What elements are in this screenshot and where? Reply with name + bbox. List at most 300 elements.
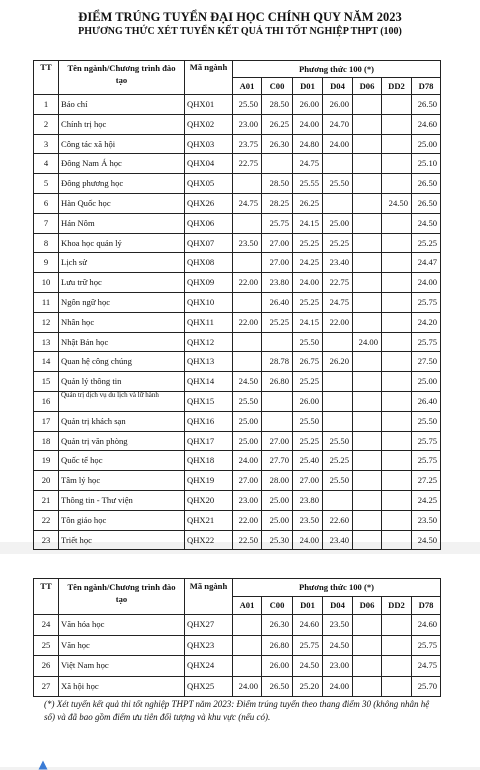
score-cell: 26.50: [412, 95, 441, 115]
score-cell: 23.75: [233, 134, 262, 154]
score-cell: 25.00: [233, 411, 262, 431]
program-code: QHX22: [185, 530, 233, 550]
score-cell: 27.00: [293, 471, 323, 491]
program-code: QHX10: [185, 292, 233, 312]
score-cell: 26.00: [262, 656, 293, 677]
score-cell: [233, 292, 262, 312]
score-cell: [382, 372, 412, 392]
score-cell: [353, 530, 382, 550]
score-cell: 24.50: [233, 372, 262, 392]
table-row: [34, 193, 441, 213]
score-cell: [382, 391, 412, 411]
score-cell: 26.00: [293, 95, 323, 115]
score-cell: 25.20: [293, 676, 323, 697]
row-number: 9: [34, 253, 59, 273]
header-program-name: Tên ngành/Chương trình đào tạo: [59, 61, 185, 95]
score-cell: 26.50: [262, 676, 293, 697]
score-cell: 23.00: [323, 656, 353, 677]
table-row: [34, 174, 441, 194]
header-group: D06: [353, 78, 382, 95]
score-cell: 28.00: [262, 471, 293, 491]
score-cell: [353, 233, 382, 253]
score-cell: 24.50: [412, 530, 441, 550]
score-cell: [353, 193, 382, 213]
header-group: D01: [293, 78, 323, 95]
score-cell: 27.00: [262, 431, 293, 451]
score-cell: [382, 154, 412, 174]
score-cell: [323, 154, 353, 174]
score-cell: 23.80: [262, 273, 293, 293]
program-name: Chính trị học: [59, 114, 185, 134]
score-cell: 24.00: [293, 530, 323, 550]
score-cell: 26.00: [293, 391, 323, 411]
score-cell: [382, 411, 412, 431]
header-tt: TT: [34, 579, 59, 615]
score-cell: [382, 615, 412, 636]
program-code: QHX08: [185, 253, 233, 273]
score-cell: 25.55: [293, 174, 323, 194]
score-cell: 28.50: [262, 174, 293, 194]
score-cell: 26.50: [412, 193, 441, 213]
score-cell: 25.75: [412, 332, 441, 352]
score-cell: [233, 213, 262, 233]
row-number: 15: [34, 372, 59, 392]
score-cell: [233, 352, 262, 372]
program-code: QHX26: [185, 193, 233, 213]
score-cell: [262, 332, 293, 352]
score-cell: 23.40: [323, 253, 353, 273]
table-row: [34, 352, 441, 372]
score-cell: 24.00: [412, 273, 441, 293]
score-cell: 25.00: [412, 134, 441, 154]
score-cell: 28.78: [262, 352, 293, 372]
score-cell: 22.75: [323, 273, 353, 293]
score-cell: [353, 312, 382, 332]
row-number: 23: [34, 530, 59, 550]
score-cell: 24.47: [412, 253, 441, 273]
program-name: Quản lý thông tin: [59, 372, 185, 392]
program-name: Tâm lý học: [59, 471, 185, 491]
score-cell: 22.75: [233, 154, 262, 174]
score-cell: 24.75: [412, 656, 441, 677]
score-cell: 25.50: [293, 332, 323, 352]
score-cell: 25.00: [262, 510, 293, 530]
score-cell: 24.70: [323, 114, 353, 134]
score-cell: 27.00: [262, 233, 293, 253]
score-cell: [382, 530, 412, 550]
score-cell: [382, 114, 412, 134]
score-cell: 24.50: [293, 656, 323, 677]
header-group: D78: [412, 597, 441, 615]
score-cell: 24.60: [412, 615, 441, 636]
score-cell: 24.75: [233, 193, 262, 213]
score-cell: 24.80: [293, 134, 323, 154]
score-cell: 23.50: [412, 510, 441, 530]
program-code: QHX07: [185, 233, 233, 253]
score-cell: 26.75: [293, 352, 323, 372]
header-group: D78: [412, 78, 441, 95]
table-row: [34, 134, 441, 154]
score-cell: [382, 174, 412, 194]
score-cell: [382, 273, 412, 293]
score-cell: 24.60: [293, 615, 323, 636]
score-cell: 23.50: [323, 615, 353, 636]
row-number: 24: [34, 615, 59, 636]
score-cell: [382, 332, 412, 352]
score-cell: 27.25: [412, 471, 441, 491]
score-cell: 25.00: [262, 490, 293, 510]
score-cell: [382, 510, 412, 530]
header-method: Phương thức 100 (*): [233, 61, 441, 78]
program-code: QHX19: [185, 471, 233, 491]
header-method: Phương thức 100 (*): [233, 579, 441, 597]
score-cell: 25.25: [323, 233, 353, 253]
score-cell: [233, 615, 262, 636]
score-cell: [262, 154, 293, 174]
score-cell: 25.00: [412, 372, 441, 392]
score-cell: 25.50: [233, 95, 262, 115]
header-group: D06: [353, 597, 382, 615]
score-cell: [353, 174, 382, 194]
table-row: [34, 292, 441, 312]
score-cell: [353, 292, 382, 312]
score-cell: [323, 193, 353, 213]
score-cell: [353, 471, 382, 491]
score-cell: 23.50: [233, 233, 262, 253]
row-number: 1: [34, 95, 59, 115]
table-row: [34, 615, 441, 636]
score-cell: 24.00: [293, 114, 323, 134]
program-name: Quốc tế học: [59, 451, 185, 471]
score-cell: 23.40: [323, 530, 353, 550]
score-cell: 25.70: [412, 676, 441, 697]
score-cell: [323, 372, 353, 392]
program-name: Lịch sử: [59, 253, 185, 273]
score-cell: 24.00: [323, 676, 353, 697]
program-code: QHX05: [185, 174, 233, 194]
warning-triangle-icon: [38, 760, 48, 770]
score-cell: [382, 352, 412, 372]
score-cell: 26.80: [262, 635, 293, 656]
program-name: Đông phương học: [59, 174, 185, 194]
score-cell: 24.50: [382, 193, 412, 213]
score-cell: 24.15: [293, 312, 323, 332]
program-name: Văn học: [59, 635, 185, 656]
program-name: Khoa học quản lý: [59, 233, 185, 253]
table-row: [34, 391, 441, 411]
table-row: [34, 154, 441, 174]
program-code: QHX21: [185, 510, 233, 530]
program-name: Thông tin - Thư viện: [59, 490, 185, 510]
admission-scores-table-2: [33, 578, 441, 697]
row-number: 19: [34, 451, 59, 471]
score-cell: 27.50: [412, 352, 441, 372]
row-number: 4: [34, 154, 59, 174]
row-number: 17: [34, 411, 59, 431]
table-row: [34, 312, 441, 332]
score-cell: [353, 95, 382, 115]
score-cell: 25.00: [323, 213, 353, 233]
program-name: Quan hệ công chúng: [59, 352, 185, 372]
score-cell: [353, 676, 382, 697]
score-cell: 25.50: [323, 471, 353, 491]
score-cell: [353, 615, 382, 636]
score-cell: 27.00: [262, 253, 293, 273]
score-cell: [382, 95, 412, 115]
row-number: 16: [34, 391, 59, 411]
row-number: 3: [34, 134, 59, 154]
score-cell: 26.00: [323, 95, 353, 115]
program-name: Xã hội học: [59, 676, 185, 697]
table-row: [34, 490, 441, 510]
score-cell: [233, 635, 262, 656]
row-number: 8: [34, 233, 59, 253]
score-cell: 25.30: [262, 530, 293, 550]
program-code: QHX25: [185, 676, 233, 697]
score-cell: 25.40: [293, 451, 323, 471]
header-group: D04: [323, 78, 353, 95]
score-cell: [323, 411, 353, 431]
score-cell: [382, 656, 412, 677]
score-cell: [353, 134, 382, 154]
score-cell: [353, 451, 382, 471]
program-name: Đông Nam Á học: [59, 154, 185, 174]
score-cell: [233, 656, 262, 677]
table-row: [34, 273, 441, 293]
score-cell: 25.75: [412, 292, 441, 312]
row-number: 20: [34, 471, 59, 491]
table-row: [34, 233, 441, 253]
row-number: 18: [34, 431, 59, 451]
score-cell: [233, 253, 262, 273]
program-name: Nhân học: [59, 312, 185, 332]
score-cell: [262, 411, 293, 431]
table-row: [34, 95, 441, 115]
score-cell: 27.70: [262, 451, 293, 471]
row-number: 25: [34, 635, 59, 656]
score-cell: 25.25: [323, 451, 353, 471]
score-cell: [323, 391, 353, 411]
row-number: 21: [34, 490, 59, 510]
program-name: Triết học: [59, 530, 185, 550]
score-cell: 23.50: [293, 510, 323, 530]
score-cell: 25.50: [412, 411, 441, 431]
program-name: Văn hóa học: [59, 615, 185, 636]
program-name: Việt Nam học: [59, 656, 185, 677]
score-cell: 24.50: [412, 213, 441, 233]
score-cell: [382, 451, 412, 471]
score-cell: 25.10: [412, 154, 441, 174]
table-row: [34, 676, 441, 697]
program-code: QHX24: [185, 656, 233, 677]
table-row: [34, 431, 441, 451]
score-cell: 23.00: [233, 490, 262, 510]
score-cell: [323, 490, 353, 510]
header-group: DD2: [382, 597, 412, 615]
score-cell: 24.25: [412, 490, 441, 510]
document-page-2: [0, 554, 480, 767]
row-number: 7: [34, 213, 59, 233]
program-name: Quản trị khách sạn: [59, 411, 185, 431]
score-cell: 25.50: [233, 391, 262, 411]
score-cell: 25.25: [412, 233, 441, 253]
table-row: [34, 471, 441, 491]
score-cell: 28.25: [262, 193, 293, 213]
score-cell: [233, 174, 262, 194]
program-code: QHX23: [185, 635, 233, 656]
program-name: Quản trị văn phòng: [59, 431, 185, 451]
score-cell: 23.80: [293, 490, 323, 510]
score-cell: [382, 253, 412, 273]
header-group: D01: [293, 597, 323, 615]
score-cell: [382, 676, 412, 697]
score-cell: 25.75: [412, 451, 441, 471]
program-code: QHX01: [185, 95, 233, 115]
header-group: DD2: [382, 78, 412, 95]
program-code: QHX09: [185, 273, 233, 293]
score-cell: [382, 635, 412, 656]
row-number: 12: [34, 312, 59, 332]
header-program-code: Mã ngành: [185, 579, 233, 615]
score-cell: 26.80: [262, 372, 293, 392]
score-cell: [353, 391, 382, 411]
program-code: QHX11: [185, 312, 233, 332]
program-code: QHX15: [185, 391, 233, 411]
table-row: [34, 114, 441, 134]
score-cell: 24.00: [353, 332, 382, 352]
table-row: [34, 510, 441, 530]
header-group: A01: [233, 78, 262, 95]
score-cell: 25.25: [262, 312, 293, 332]
header-program-code: Mã ngành: [185, 61, 233, 95]
score-cell: [353, 490, 382, 510]
score-cell: [353, 656, 382, 677]
score-cell: 24.75: [293, 154, 323, 174]
score-cell: [382, 134, 412, 154]
program-code: QHX16: [185, 411, 233, 431]
score-cell: [382, 213, 412, 233]
score-cell: 24.00: [233, 451, 262, 471]
score-cell: [233, 332, 262, 352]
score-cell: [323, 332, 353, 352]
score-cell: [382, 490, 412, 510]
score-cell: 26.30: [262, 615, 293, 636]
score-cell: 25.25: [293, 292, 323, 312]
score-cell: 26.50: [412, 174, 441, 194]
table-row: [34, 411, 441, 431]
program-code: QHX27: [185, 615, 233, 636]
program-code: QHX02: [185, 114, 233, 134]
row-number: 22: [34, 510, 59, 530]
score-cell: 24.20: [412, 312, 441, 332]
table-row: [34, 253, 441, 273]
footnote: (*) Xét tuyển kết quả thi tốt nghiệp THPT năm 2023: Điểm trúng tuyển theo thang điểm 30 (không nhân hệ số) và đã bao gồm điểm ưu tiên đối tượng và khu vực (nếu có).: [44, 699, 430, 722]
score-cell: 25.25: [293, 431, 323, 451]
score-cell: 25.50: [293, 411, 323, 431]
program-name: Hàn Quốc học: [59, 193, 185, 213]
score-cell: 25.25: [293, 233, 323, 253]
score-cell: [353, 253, 382, 273]
header-group: D04: [323, 597, 353, 615]
program-code: QHX20: [185, 490, 233, 510]
score-cell: [382, 233, 412, 253]
row-number: 14: [34, 352, 59, 372]
score-cell: [353, 510, 382, 530]
program-name: Quản trị dịch vụ du lịch và lữ hành: [59, 391, 185, 411]
table-row: [34, 656, 441, 677]
score-cell: 25.00: [233, 431, 262, 451]
row-number: 6: [34, 193, 59, 213]
score-cell: [382, 471, 412, 491]
score-cell: [262, 391, 293, 411]
score-cell: [353, 431, 382, 451]
page-title: ĐIỂM TRÚNG TUYỂN ĐẠI HỌC CHÍNH QUY NĂM 2023: [78, 10, 402, 24]
program-code: QHX12: [185, 332, 233, 352]
program-code: QHX13: [185, 352, 233, 372]
program-code: QHX14: [185, 372, 233, 392]
score-cell: 25.75: [262, 213, 293, 233]
admission-scores-table-1: [33, 60, 441, 550]
program-code: QHX03: [185, 134, 233, 154]
score-cell: 22.00: [323, 312, 353, 332]
row-number: 2: [34, 114, 59, 134]
table-row: [34, 372, 441, 392]
table-row: [34, 635, 441, 656]
header-tt: TT: [34, 61, 59, 95]
program-code: QHX06: [185, 213, 233, 233]
score-cell: [353, 154, 382, 174]
score-cell: 24.15: [293, 213, 323, 233]
score-cell: 23.00: [233, 114, 262, 134]
score-cell: [353, 372, 382, 392]
score-cell: [353, 213, 382, 233]
score-cell: 22.50: [233, 530, 262, 550]
score-cell: 24.50: [323, 635, 353, 656]
score-cell: [353, 352, 382, 372]
score-cell: [353, 273, 382, 293]
program-code: QHX17: [185, 431, 233, 451]
program-name: Tôn giáo học: [59, 510, 185, 530]
table-row: [34, 530, 441, 550]
row-number: 11: [34, 292, 59, 312]
page-subtitle: PHƯƠNG THỨC XÉT TUYỂN KẾT QUẢ THI TỐT NGHIỆP THPT (100): [78, 26, 402, 37]
program-name: Lưu trữ học: [59, 273, 185, 293]
score-cell: 25.75: [293, 635, 323, 656]
program-name: Hán Nôm: [59, 213, 185, 233]
program-name: Công tác xã hội: [59, 134, 185, 154]
score-cell: 26.25: [262, 114, 293, 134]
header-group: C00: [262, 597, 293, 615]
score-cell: [382, 431, 412, 451]
score-cell: 26.40: [262, 292, 293, 312]
score-cell: 25.25: [293, 372, 323, 392]
score-cell: 26.30: [262, 134, 293, 154]
score-cell: [382, 312, 412, 332]
score-cell: [353, 411, 382, 431]
score-cell: 26.20: [323, 352, 353, 372]
table-row: [34, 213, 441, 233]
score-cell: 24.00: [233, 676, 262, 697]
score-cell: 25.75: [412, 635, 441, 656]
row-number: 27: [34, 676, 59, 697]
header-program-name: Tên ngành/Chương trình đào tạo: [59, 579, 185, 615]
score-cell: 24.25: [293, 253, 323, 273]
program-name: Báo chí: [59, 95, 185, 115]
program-code: QHX18: [185, 451, 233, 471]
score-cell: [382, 292, 412, 312]
header-group: A01: [233, 597, 262, 615]
table-row: [34, 451, 441, 471]
